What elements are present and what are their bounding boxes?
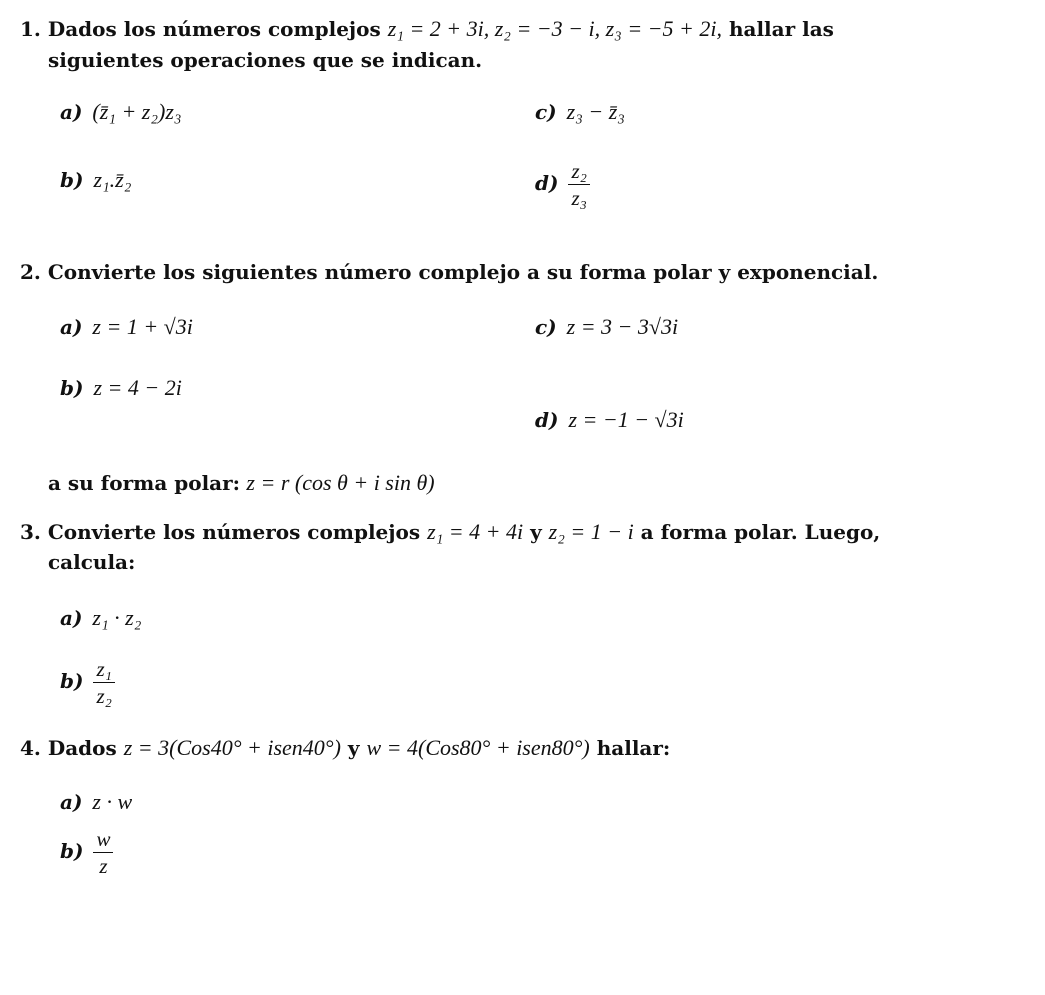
fraction: [93, 828, 113, 877]
item-3b: [60, 658, 115, 707]
problem-2-line-1: [20, 259, 878, 285]
math-expression: z₁ · z₂: [92, 605, 142, 630]
problem-text: Dados: [47, 736, 117, 760]
problem-text: y: [530, 520, 542, 544]
math-expression: z₁.z̄₂: [93, 167, 132, 192]
item-2a: [60, 314, 193, 340]
math-expression: z₃ − z̄₃: [566, 99, 625, 124]
math-expression: z = 1 + √3i: [92, 314, 193, 339]
numerator: z₁: [93, 658, 114, 683]
item-label: b): [60, 376, 84, 400]
item-4a: [60, 789, 132, 815]
problem-text: hallar:: [596, 736, 671, 760]
math-expression: z₂ = 1 − i: [548, 519, 634, 544]
problem-number: 3.: [20, 520, 41, 544]
math-expression: z = 3(Cos40° + isen40°): [123, 735, 341, 760]
numerator: z₂: [568, 160, 589, 185]
item-label: a): [60, 100, 83, 124]
math-expression: z = 3 − 3√3i: [566, 314, 679, 339]
problem-number: 1.: [20, 17, 41, 41]
item-2d: [535, 407, 684, 433]
item-3a: [60, 605, 141, 631]
item-1a: [60, 99, 182, 125]
math-expression: z = 4 − 2i: [93, 375, 182, 400]
math-expression: w = 4(Cos80° + isen80°): [366, 735, 590, 760]
polar-form-label: a su forma polar:: [48, 471, 241, 495]
math-expression: z₁ = 2 + 3i, z₂ = −3 − i, z₃ = −5 + 2i,: [387, 16, 722, 41]
item-1c: [535, 99, 625, 125]
problem-number: 4.: [20, 736, 41, 760]
item-label: d): [535, 171, 559, 195]
polar-form-line: [48, 470, 435, 496]
item-label: b): [60, 839, 84, 863]
problem-text: Convierte los siguientes número complejo a su forma polar y exponencial.: [47, 260, 879, 284]
item-label: d): [535, 408, 559, 432]
math-expression: z = r (cos θ + i sin θ): [246, 470, 435, 495]
denominator: z₃: [571, 186, 587, 210]
math-expression: (z̄₁ + z₂)z₃: [92, 99, 182, 124]
problem-3-line-1: [20, 519, 880, 545]
problem-1-line-2: siguientes operaciones que se indican.: [48, 48, 483, 72]
fraction: [93, 658, 114, 707]
item-label: b): [60, 168, 84, 192]
item-1b: [60, 167, 131, 193]
problem-3-line-2: calcula:: [48, 550, 136, 574]
fraction: [568, 160, 589, 209]
item-1d: [535, 160, 590, 209]
item-label: a): [60, 606, 83, 630]
problem-text: hallar las: [728, 17, 834, 41]
math-expression: z = −1 − √3i: [568, 407, 684, 432]
numerator: w: [93, 828, 113, 853]
problem-text: y: [347, 736, 360, 760]
item-4b: [60, 828, 113, 877]
denominator: z: [99, 854, 108, 878]
item-label: b): [60, 669, 84, 693]
item-label: c): [535, 315, 557, 339]
item-2b: [60, 375, 182, 401]
problem-text: a forma polar. Luego,: [640, 520, 881, 544]
item-label: c): [535, 100, 557, 124]
problem-1-line-1: [20, 16, 834, 42]
math-expression: z₁ = 4 + 4i: [427, 519, 524, 544]
item-label: a): [60, 790, 83, 814]
item-2c: [535, 314, 678, 340]
math-expression: z · w: [92, 789, 133, 814]
problem-text: Convierte los números complejos: [47, 520, 421, 544]
problem-4-line-1: [20, 735, 670, 761]
problem-text: Dados los números complejos: [47, 17, 381, 41]
problem-number: 2.: [20, 260, 41, 284]
item-label: a): [60, 315, 83, 339]
denominator: z₂: [96, 684, 112, 708]
